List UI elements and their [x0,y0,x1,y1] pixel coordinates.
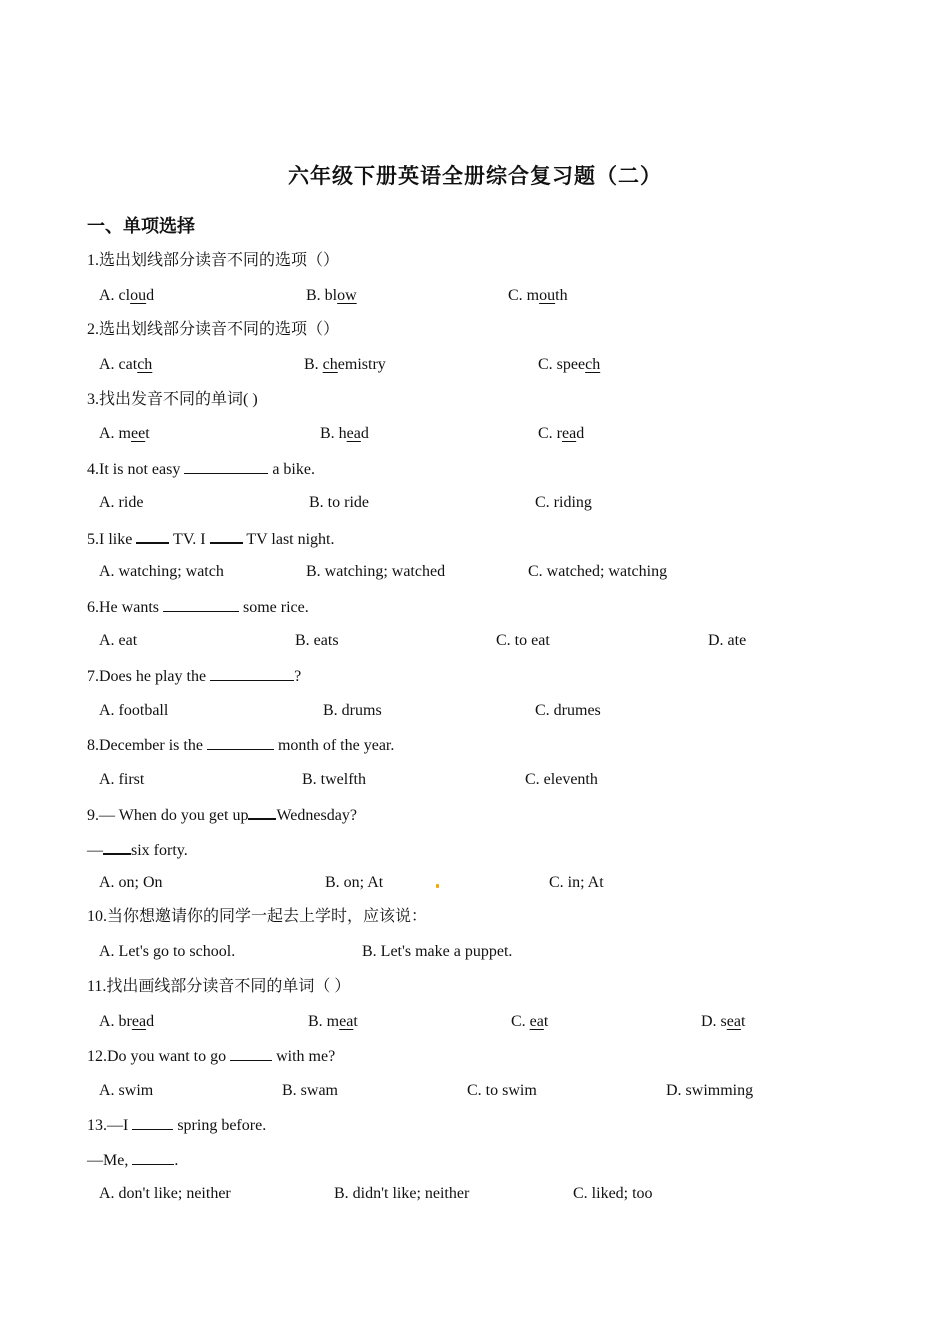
question-1-stem: 1.选出划线部分读音不同的选项（） [87,252,340,269]
question-3-option-b[interactable]: B. head [320,425,369,442]
answer-blank [210,666,294,681]
section-heading: 一、单项选择 [87,216,195,237]
answer-blank [230,1046,272,1061]
question-10-option-b[interactable]: B. Let's make a puppet. [362,943,513,960]
question-6-option-a[interactable]: A. eat [99,632,138,649]
answer-blank [103,839,131,855]
question-7-option-c[interactable]: C. drumes [535,702,601,719]
answer-blank [184,459,268,474]
question-8-option-c[interactable]: C. eleventh [525,771,598,788]
question-9-stem: 9.— When do you get up Wednesday? [87,804,357,826]
question-2-option-b[interactable]: B. chemistry [304,356,386,373]
question-10-option-a[interactable]: A. Let's go to school. [99,943,236,960]
question-10-stem: 10.当你想邀请你的同学一起去上学时，应该说： [87,908,428,925]
question-5-stem: 5.I like TV. I TV last night. [87,528,335,550]
question-12-option-c[interactable]: C. to swim [467,1082,537,1099]
question-1-option-a[interactable]: A. cloud [99,287,155,304]
question-6-option-b[interactable]: B. eats [295,632,339,649]
question-5-option-b[interactable]: B. watching; watched [306,563,446,580]
question-4-option-b[interactable]: B. to ride [309,494,369,511]
question-7-option-b[interactable]: B. drums [323,702,382,719]
question-11-option-c[interactable]: C. eat [511,1013,549,1030]
question-13-option-c[interactable]: C. liked; too [573,1185,653,1202]
question-11-option-a[interactable]: A. bread [99,1013,155,1030]
answer-blank [248,804,276,820]
question-2-option-a[interactable]: A. catch [99,356,153,373]
page-title: 六年级下册英语全册综合复习题（二） [288,164,662,188]
question-8-option-b[interactable]: B. twelfth [302,771,366,788]
question-13-response: —Me, . [87,1152,179,1169]
question-11-option-b[interactable]: B. meat [308,1013,358,1030]
question-11-option-d[interactable]: D. seat [701,1013,746,1030]
question-3-option-c[interactable]: C. read [538,425,585,442]
answer-blank [136,528,169,544]
question-8-stem: 8.December is the month of the year. [87,737,395,754]
question-13-option-b[interactable]: B. didn't like; neither [334,1185,470,1202]
question-3-option-a[interactable]: A. meet [99,425,150,442]
question-11-stem: 11.找出画线部分读音不同的单词（ ） [87,978,351,995]
question-4-option-a[interactable]: A. ride [99,494,144,511]
answer-blank [132,1115,173,1130]
question-2-option-c[interactable]: C. speech [538,356,601,373]
question-13-option-a[interactable]: A. don't like; neither [99,1185,231,1202]
answer-blank [132,1150,174,1165]
question-7-option-a[interactable]: A. football [99,702,169,719]
question-8-option-a[interactable]: A. first [99,771,145,788]
question-5-option-c[interactable]: C. watched; watching [528,563,668,580]
question-12-option-b[interactable]: B. swam [282,1082,338,1099]
stray-mark [436,884,439,888]
question-9-option-b[interactable]: B. on; At [325,874,384,891]
question-5-option-a[interactable]: A. watching; watch [99,563,224,580]
question-4-stem: 4.It is not easy a bike. [87,461,315,478]
question-9-option-c[interactable]: C. in; At [549,874,604,891]
answer-blank [210,528,243,544]
question-13-stem: 13.—I spring before. [87,1117,267,1134]
question-6-stem: 6.He wants some rice. [87,599,309,616]
question-12-option-d[interactable]: D. swimming [666,1082,754,1099]
question-7-stem: 7.Does he play the ? [87,668,302,685]
answer-blank [207,735,274,750]
question-6-option-d[interactable]: D. ate [708,632,747,649]
answer-blank [163,597,239,612]
question-6-option-c[interactable]: C. to eat [496,632,550,649]
question-12-stem: 12.Do you want to go with me? [87,1048,336,1065]
question-12-option-a[interactable]: A. swim [99,1082,154,1099]
question-9-option-a[interactable]: A. on; On [99,874,163,891]
question-2-stem: 2.选出划线部分读音不同的选项（） [87,321,340,338]
question-9-response: — six forty. [87,839,188,861]
question-1-option-c[interactable]: C. mouth [508,287,568,304]
question-3-stem: 3.找出发音不同的单词( ) [87,391,258,408]
question-1-option-b[interactable]: B. blow [306,287,357,304]
question-4-option-c[interactable]: C. riding [535,494,592,511]
